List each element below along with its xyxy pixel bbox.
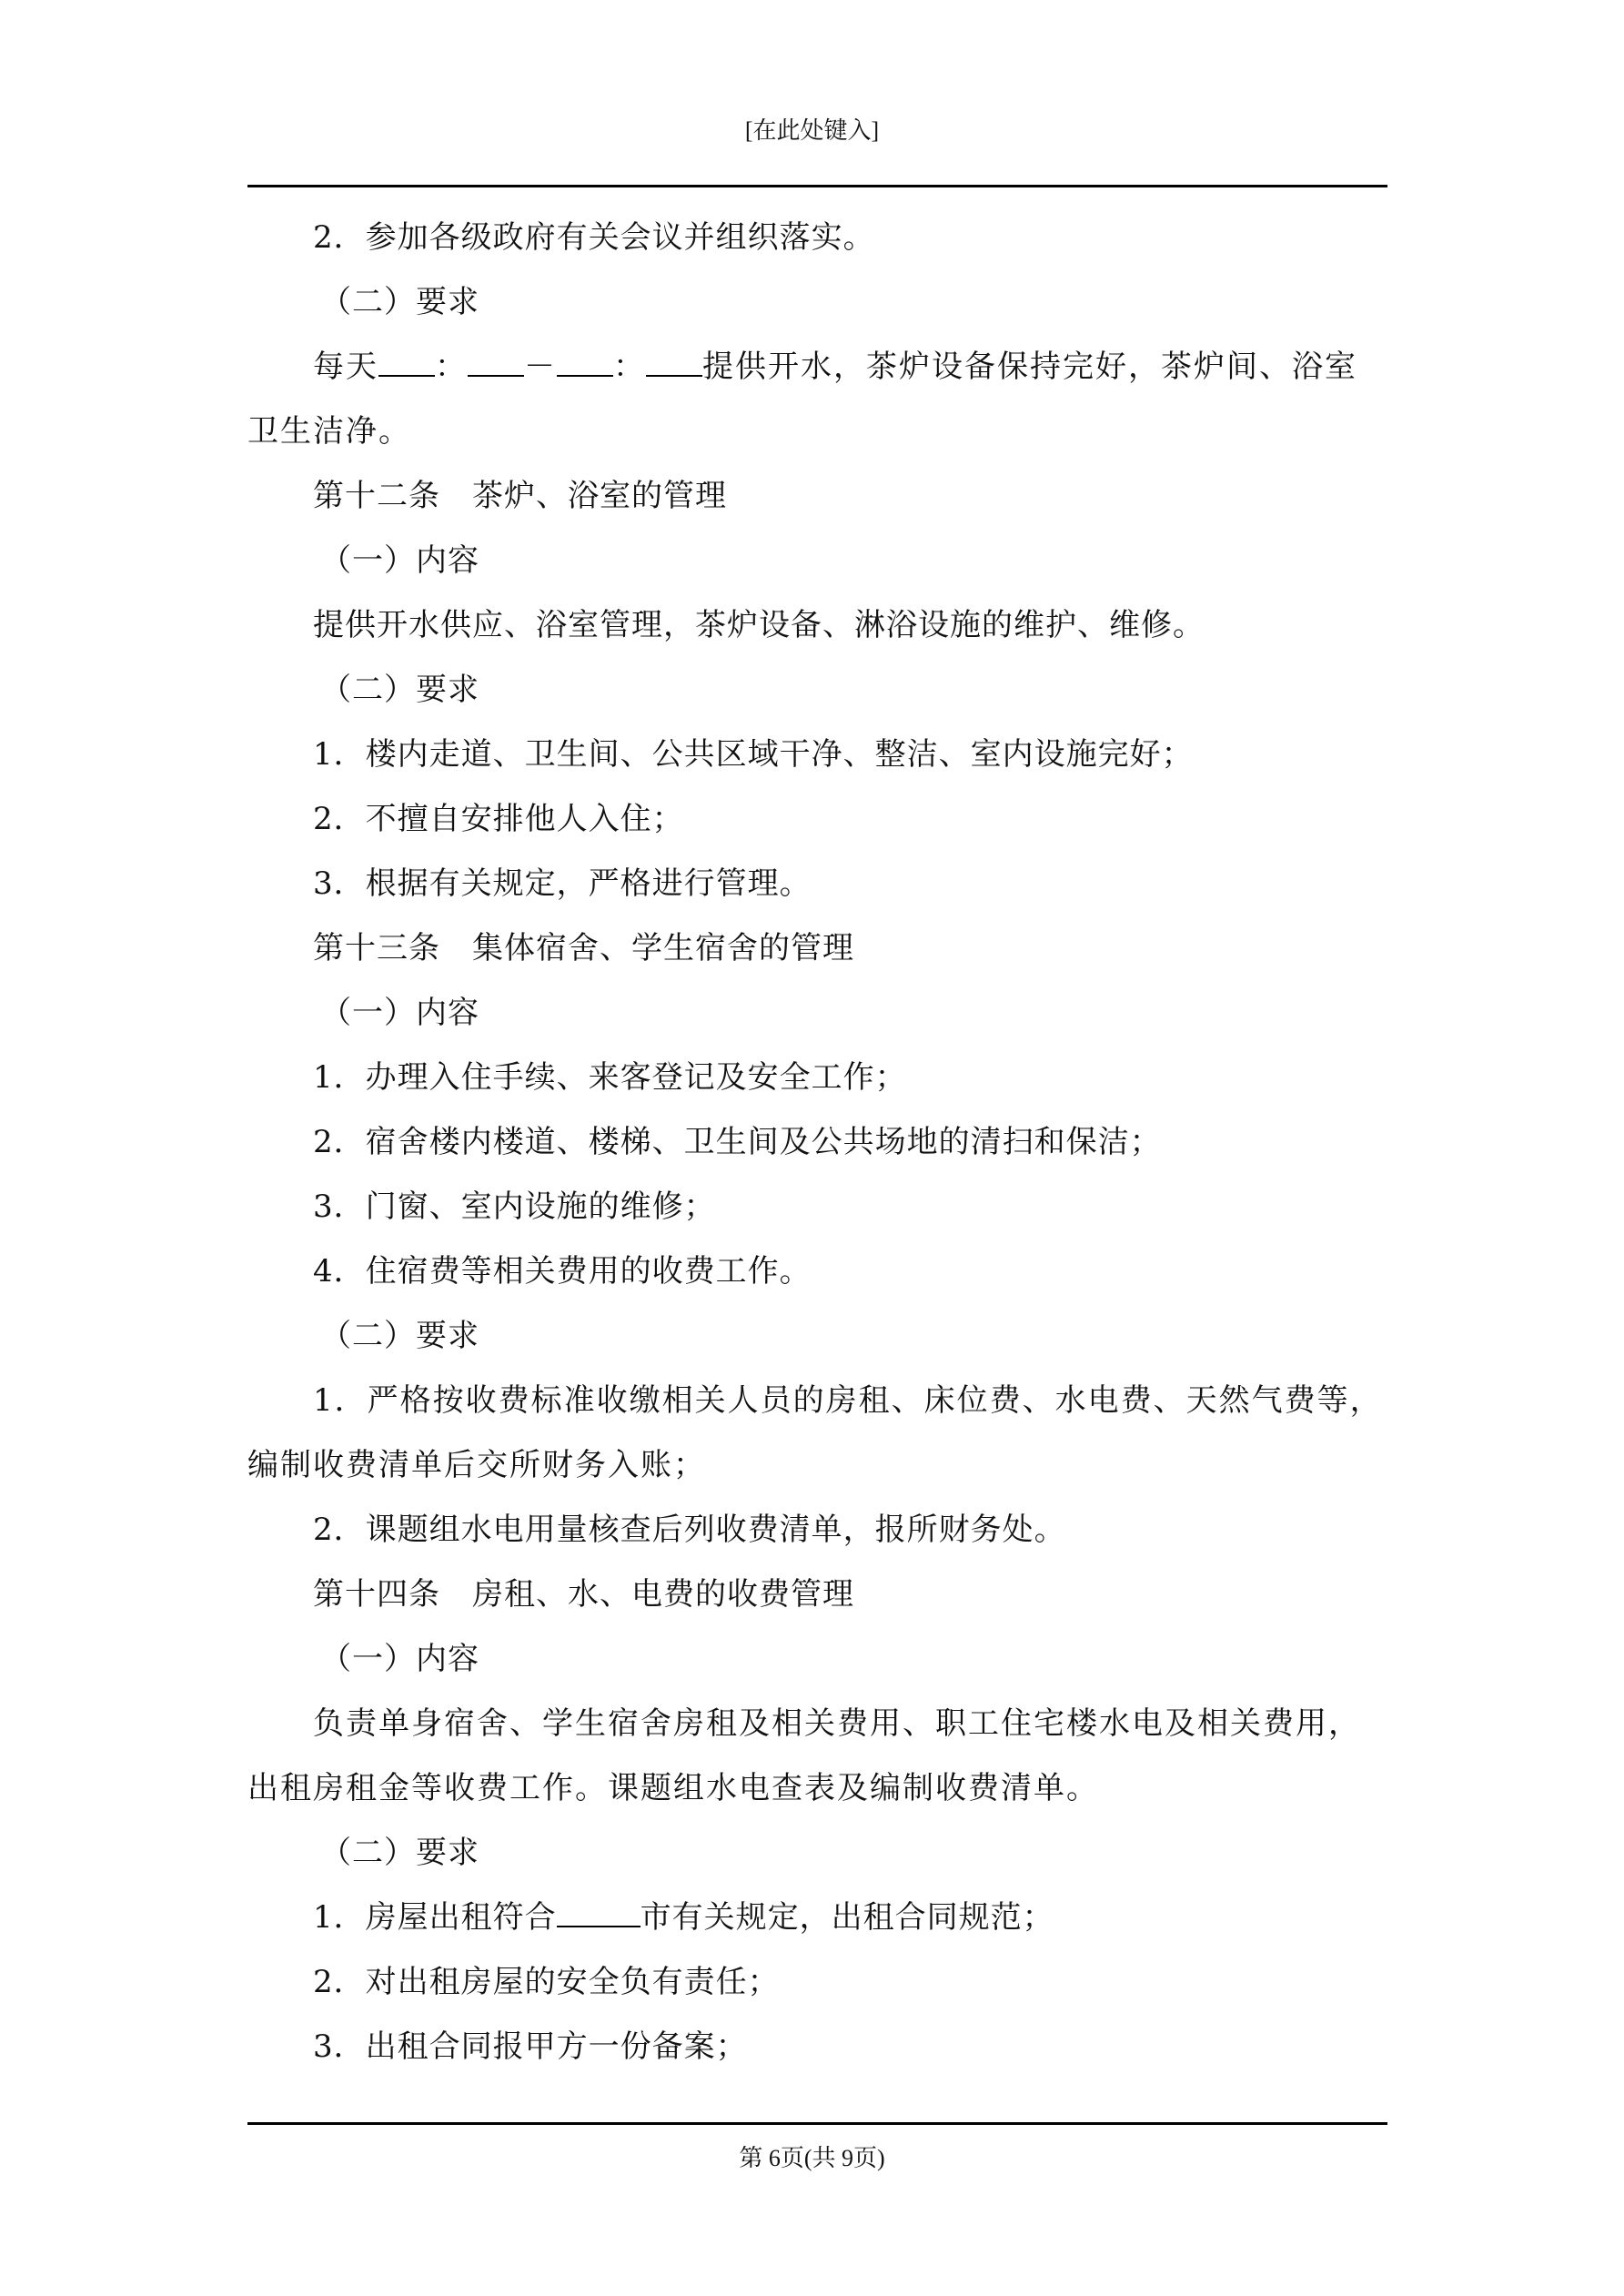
- fill-in-blank: [646, 348, 702, 377]
- list-item: 1．办理入住手续、来客登记及安全工作；: [313, 1059, 907, 1096]
- list-item: 2．参加各级政府有关会议并组织落实。: [313, 219, 875, 256]
- fill-in-blank: [468, 348, 524, 377]
- subsection-heading: （二）要求: [320, 284, 479, 320]
- list-item: 1．严格按收费标准收缴相关人员的房租、床位费、水电费、天然气费等，编制收费清单后交所财务入账；: [247, 1382, 1383, 1483]
- paragraph-text: 1．房屋出租符合: [313, 1899, 557, 1936]
- page-number: 第 6页(共 9页): [739, 2145, 885, 2171]
- list-item: 2．课题组水电用量核查后列收费清单，报所财务处。: [313, 1512, 1066, 1548]
- list-item: 2．宿舍楼内楼道、楼梯、卫生间及公共场地的清扫和保洁；: [313, 1124, 1162, 1160]
- subsection-heading: （二）要求: [320, 1835, 479, 1871]
- list-item: 3．根据有关规定，严格进行管理。: [313, 865, 812, 902]
- footer-rule: [247, 2122, 1387, 2125]
- document-body: [247, 206, 1387, 2079]
- body-paragraph: [247, 335, 1387, 464]
- fill-in-blank: [378, 348, 435, 377]
- paragraph-text: ：: [435, 349, 468, 385]
- paragraph-text: 提供开水，茶炉设备保持完好，茶炉间、浴室卫生洁净。: [247, 349, 1357, 450]
- subsection-heading: （二）要求: [320, 1318, 479, 1354]
- article-heading: 第十二条 茶炉、浴室的管理: [313, 478, 727, 514]
- article-heading: 第十四条 房租、水、电费的收费管理: [313, 1576, 854, 1613]
- subsection-heading: （二）要求: [320, 672, 479, 708]
- header-rule: [247, 185, 1387, 187]
- list-item: 4．住宿费等相关费用的收费工作。: [313, 1253, 812, 1290]
- paragraph-text: －: [524, 349, 557, 385]
- list-item: 2．对出租房屋的安全负有责任；: [313, 1964, 780, 2000]
- list-item: 2．不擅自安排他人入住；: [313, 801, 684, 837]
- fill-in-blank: [557, 1898, 641, 1927]
- paragraph-text: ：: [613, 349, 646, 385]
- list-item: 1．楼内走道、卫生间、公共区域干净、整洁、室内设施完好；: [313, 736, 1194, 773]
- body-paragraph: 负责单身宿舍、学生宿舍房租及相关费用、职工住宅楼水电及相关费用，出租房租金等收费工作。课题组水电查表及编制收费清单。: [247, 1705, 1361, 1806]
- subsection-heading: （一）内容: [320, 995, 479, 1031]
- paragraph-text: 市有关规定，出租合同规范；: [640, 1899, 1054, 1936]
- list-item: 3．门窗、室内设施的维修；: [313, 1188, 716, 1225]
- list-item: 3．出租合同报甲方一份备案；: [313, 2028, 748, 2065]
- paragraph-text: 每天: [313, 349, 378, 385]
- subsection-heading: （一）内容: [320, 542, 479, 579]
- page-header: [在此处键入]: [744, 117, 880, 144]
- list-item: [247, 1886, 1387, 1950]
- subsection-heading: （一）内容: [320, 1641, 479, 1677]
- article-heading: 第十三条 集体宿舍、学生宿舍的管理: [313, 930, 854, 966]
- fill-in-blank: [557, 348, 613, 377]
- body-paragraph: 提供开水供应、浴室管理，茶炉设备、淋浴设施的维护、维修。: [313, 607, 1205, 643]
